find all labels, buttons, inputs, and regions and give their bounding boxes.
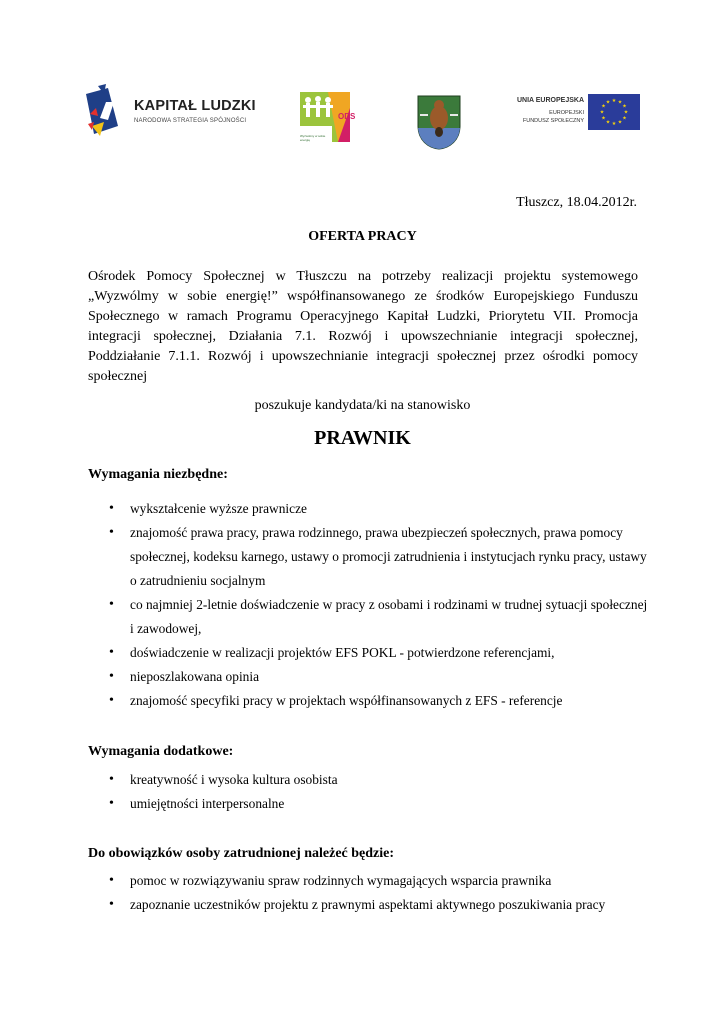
kapital-ludzki-emblem-icon <box>84 84 128 140</box>
list-item: • zapoznanie uczestników projektu z prawnymi aspektami aktywnego poszukiwania pracy <box>88 893 648 917</box>
required-list <box>88 497 648 713</box>
svg-text:★: ★ <box>617 119 623 126</box>
svg-text:★: ★ <box>622 115 627 122</box>
ue-line-2: EUROPEJSKI <box>549 110 584 116</box>
svg-text:★: ★ <box>605 119 611 126</box>
required-heading: Wymagania niezbędne: <box>88 467 228 482</box>
list-item: • znajomość prawa pracy, prawa rodzinnego, prawa ubezpieczeń społecznych, prawa pomocy społecznej, kodeksu karnego, ustawy o promocji zatrudnienia i instytucjach rynku pracy, ustawy o zatrudnieniu socjalnym <box>88 521 648 593</box>
list-item: • kreatywność i wysoka kultura osobista <box>88 768 648 792</box>
tluszcz-coat-of-arms <box>416 94 462 150</box>
list-item: • wykształcenie wyższe prawnicze <box>88 497 648 521</box>
svg-text:★: ★ <box>601 115 606 122</box>
svg-text:★: ★ <box>623 109 629 116</box>
kapital-ludzki-title: KAPITAŁ LUDZKI <box>134 98 256 114</box>
eu-flag-icon <box>588 94 640 130</box>
ods-letters: ODS <box>338 112 356 121</box>
duties-heading: Do obowiązków osoby zatrudnionej należeć będzie: <box>88 846 395 861</box>
kapital-ludzki-subtitle: NARODOWA STRATEGIA SPÓJNOŚCI <box>134 118 247 124</box>
beaver-crest-icon <box>416 94 462 150</box>
position-title: PRAWNIK <box>314 427 411 449</box>
seeks-line: poszukuje kandydata/ki na stanowisko <box>254 398 471 413</box>
list-item: • pomoc w rozwiązywaniu spraw rodzinnych wymagających wsparcia prawnika <box>88 869 648 893</box>
document-date: Tłuszcz, 18.04.2012r. <box>516 195 637 210</box>
svg-text:★: ★ <box>601 103 606 110</box>
ue-line-3: FUNDUSZ SPOŁECZNY <box>522 118 584 124</box>
ods-project-logo <box>298 90 356 144</box>
additional-list <box>88 768 648 816</box>
list-item: • nieposzlakowana opinia <box>88 665 648 689</box>
ue-line-1: UNIA EUROPEJSKA <box>516 97 584 104</box>
logo-strip <box>0 0 725 160</box>
additional-heading: Wymagania dodatkowe: <box>88 744 234 759</box>
svg-text:★: ★ <box>617 99 623 106</box>
kapital-ludzki-logo <box>84 84 274 140</box>
ods-small-text: Wyzwólmy w sobie energię <box>300 134 326 142</box>
duties-list <box>88 869 648 917</box>
svg-text:★: ★ <box>622 103 627 110</box>
ue-efs-logo <box>510 94 640 130</box>
svg-text:★: ★ <box>611 121 617 127</box>
list-item: • umiejętności interpersonalne <box>88 792 648 816</box>
list-item: • co najmniej 2-letnie doświadczenie w pracy z osobami i rodzinami w trudnej sytuacji społecznej i zawodowej, <box>88 593 648 641</box>
intro-paragraph: Ośrodek Pomocy Społecznej w Tłuszczu na potrzeby realizacji projektu systemowego „Wyzwólmy w sobie energię!” współfinansowanego ze środków Europejskiego Funduszu Społecznego w ramach Programu Operacyjnego Kapitał Ludzki, Priorytetu VII. Promocja integracji społecznej, Działania 7.1. Rozwój i upowszechnianie integracji społecznej, Poddziałanie 7.1.1. Rozwój i upowszechnianie integracji społecznej przez ośrodki pomocy społecznej <box>88 269 638 384</box>
list-item: • znajomość specyfiki pracy w projektach współfinansowanych z EFS - referencje <box>88 689 648 713</box>
offer-title: OFERTA PRACY <box>308 229 417 244</box>
list-item: • doświadczenie w realizacji projektów EFS POKL - potwierdzone referencjami, <box>88 641 648 665</box>
svg-text:★: ★ <box>599 109 605 116</box>
svg-text:★: ★ <box>605 99 611 106</box>
svg-text:★: ★ <box>611 98 617 104</box>
